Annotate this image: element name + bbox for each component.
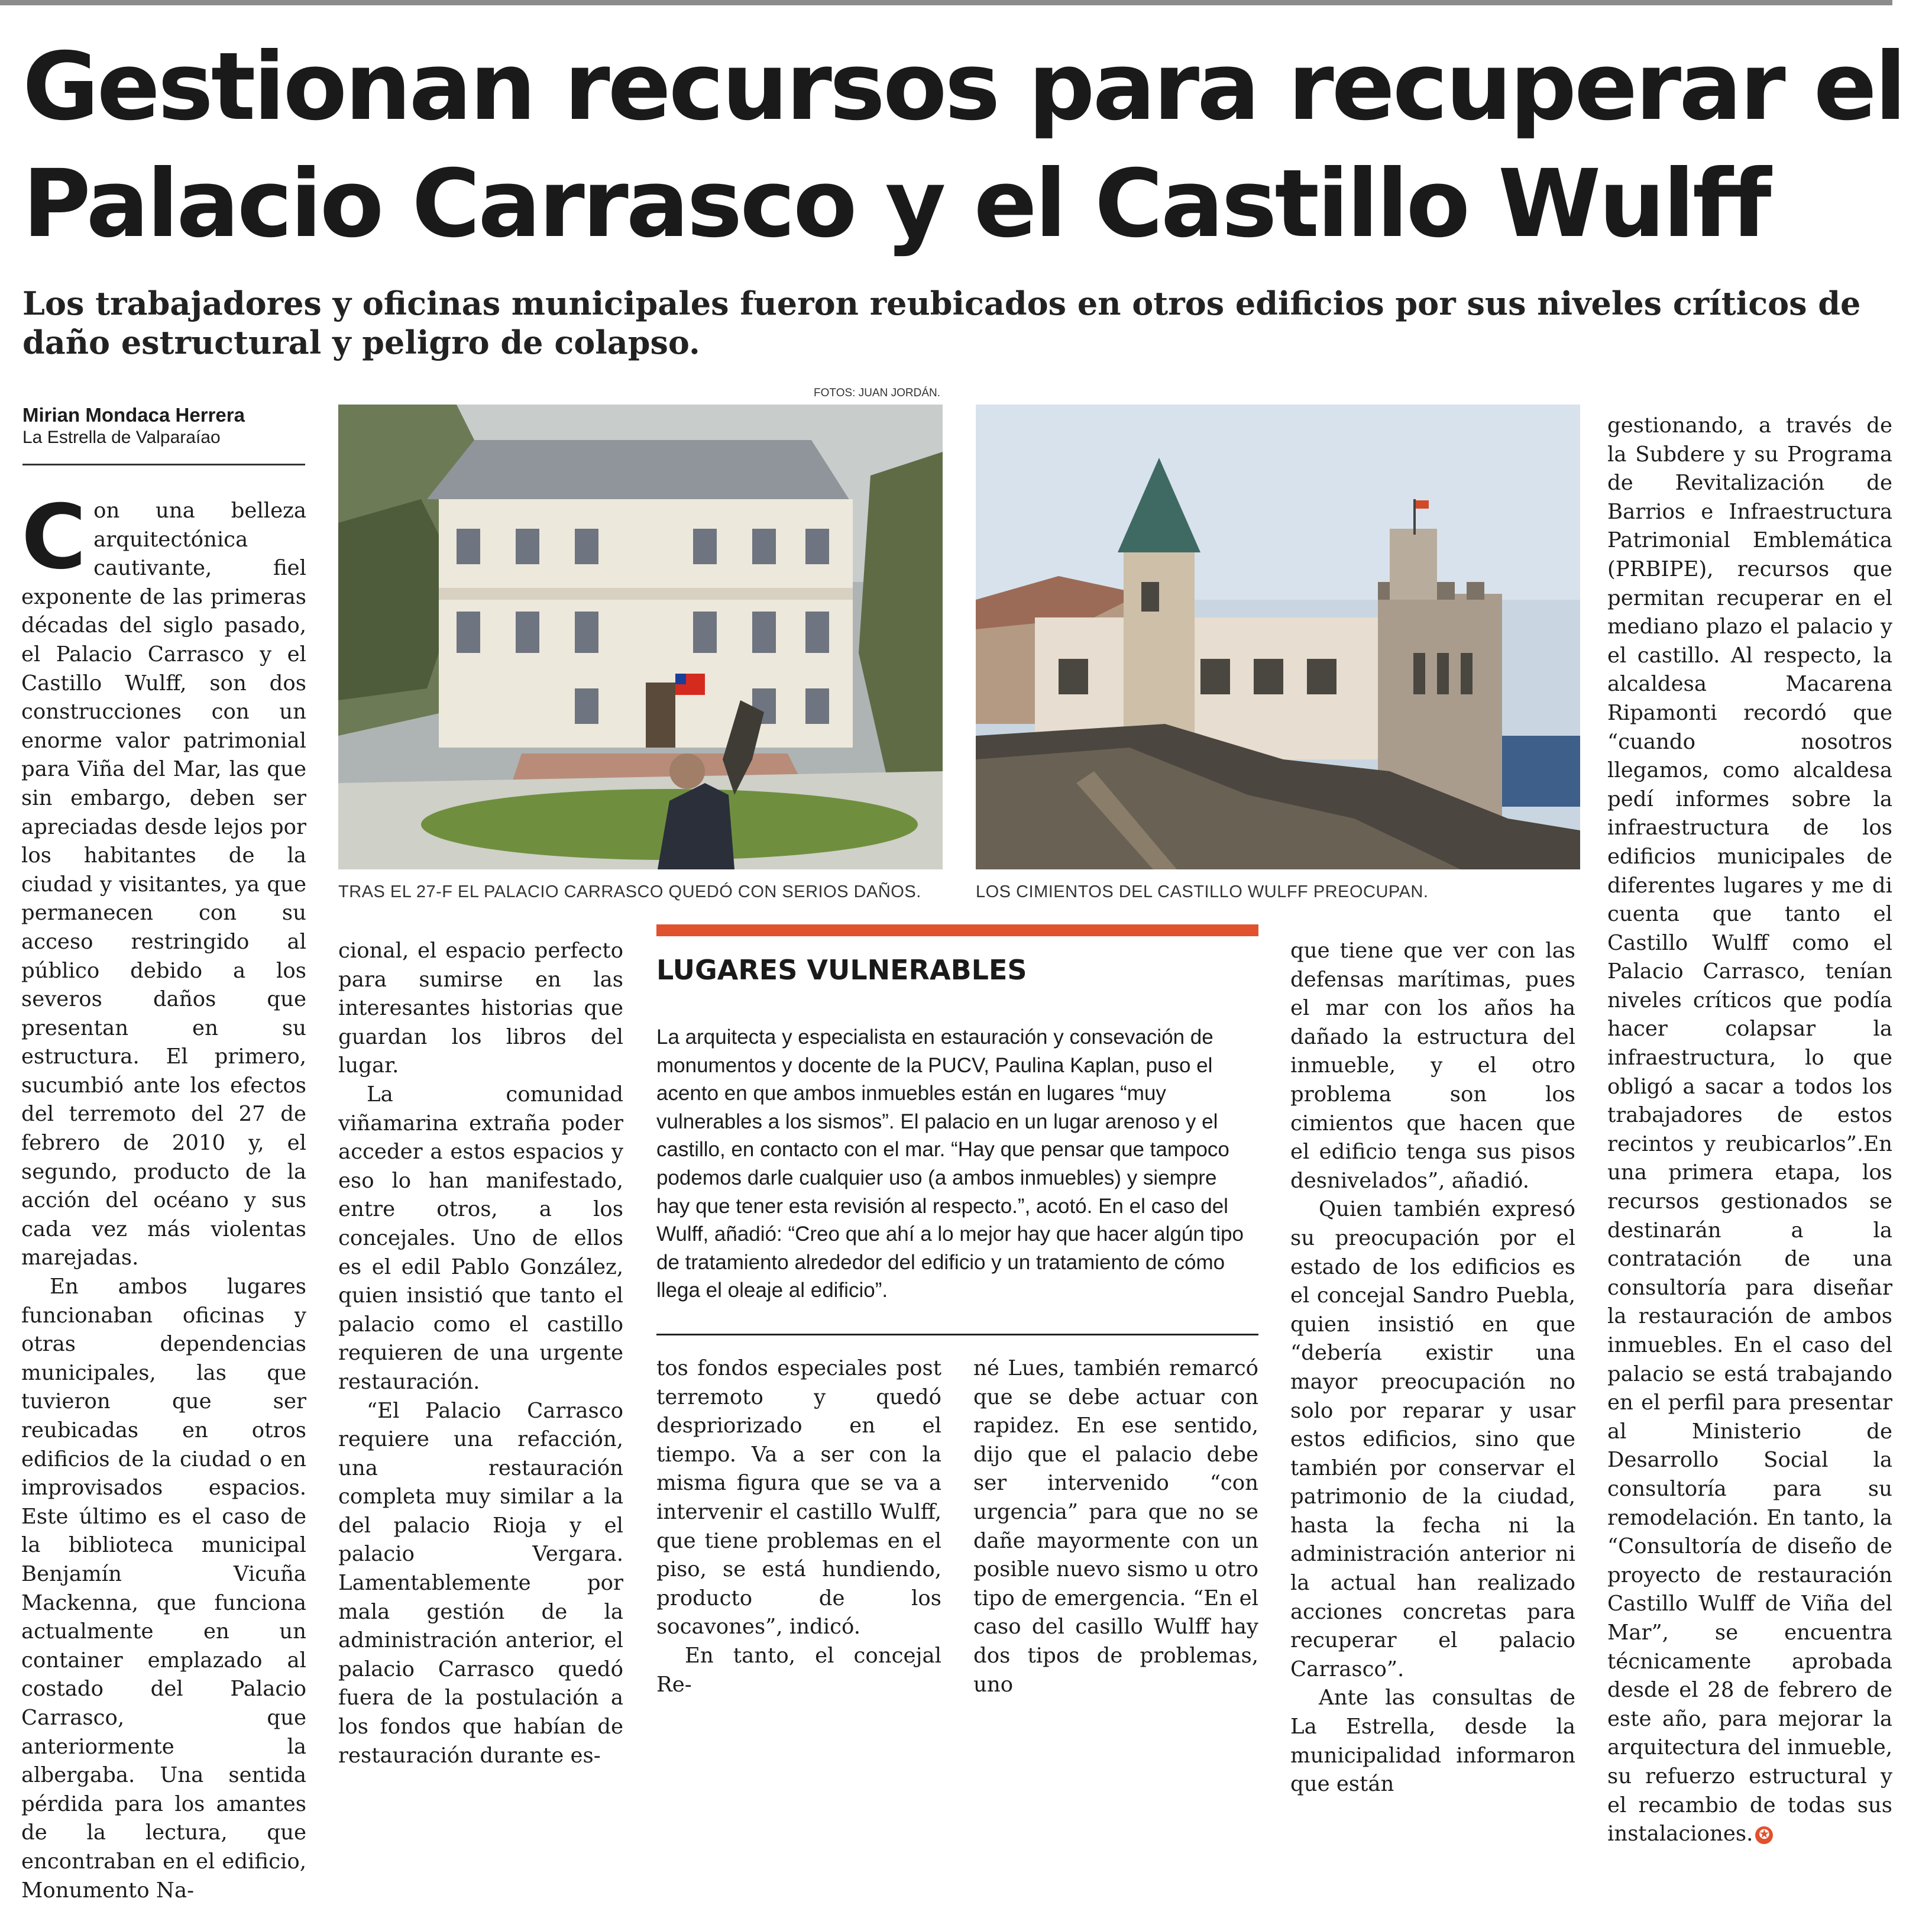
- byline: [22, 403, 306, 448]
- closing-text: gestionando, a través de la Subdere y su Programa de Revitalización de Barrios e Infraestructura Patrimonial Emblemática (PRBIPE), recursos que permitan recuperar en el mediano plazo el palacio y el castillo. Al respecto, la alcaldesa Macarena Ripamonti recordó que “cuando nosotros llegamos, como alcaldesa pedí informes sobre la infraestructura de los edificios municipales de diferentes lugares y me di cuenta que tanto el Castillo Wulff como el Palacio Carrasco, tenían niveles críticos que podía hacer colapsar la infraestructura, lo que obligó a sacar a todos los trabajadores de estos recintos y reubicarlos”.En una primera etapa, los recursos gestionados se destinarán a la contratación de una consultoría para diseñar la restauración de ambos inmuebles. En el caso del palacio se está trabajando en el perfil para presentar al Ministerio de Desarrollo Social la consultoría para su remodelación. En tanto, la “Consultoría de diseño de proyecto de restauración Castillo Wulff de Viña del Mar”, se encuentra técnicamente aprobada desde el 28 de febrero de este año, para mejorar la arquitectura del inmueble, su refuerzo estructural y el recambio de todas sus instalaciones.: [1607, 413, 1892, 1846]
- paragraph: que tiene que ver con las defensas marítimas, pues el mar con los años ha dañado la estructura del inmueble, y el otro problema son los cimientos que hacen que el edificio tenga sus pisos desnivelados”, añadió.: [1290, 939, 1575, 1193]
- photo-castillo-wulff: [976, 405, 1580, 869]
- headline-line-1: Gestionan recursos para recuperar el: [22, 33, 1905, 141]
- paragraph: Ante las consultas de La Estrella, desde la municipalidad informaron que están: [1290, 1686, 1575, 1797]
- palacio-carrasco-image: [338, 405, 943, 869]
- column-3: [656, 1354, 941, 1697]
- column-4-top: [1290, 937, 1575, 1797]
- box-bottom-rule: [656, 1334, 1258, 1335]
- column-1: [21, 486, 306, 1903]
- column-2: [338, 937, 623, 1768]
- box-text: La arquitecta y especialista en estauración y consevación de monumentos y docente de la PUCV, Paulina Kaplan, puso el acento en que ambos inmuebles están en lugares “muy vulnerables a los sismos”. El palacio en un lugar arenoso y el castillo, en contacto con el mar. “Hay que pensar que tampoco podemos darle cualquier uso (a ambos inmuebles) y siempre hay que tener esta revisión al respecto.”, acotó. En el caso del Wulff, añadió: “Creo que ahí a lo mejor hay que hacer algún tipo de tratamiento alrededor del edificio y un tratamiento de cómo llega el oleaje al edificio”.: [656, 1026, 1244, 1302]
- paragraph: En ambos lugares funcionaban oficinas y otras dependencias municipales, las que tuvieron que ser reubicadas en otros edificios de la ciudad o en improvisados espacios. Este último es el caso de la biblioteca municipal Benjamín Vicuña Mackenna, que funciona actualmente en un container emplazado al costado del Palacio Carrasco, que anteriormente la albergaba. Una sentida pérdida para los amantes de la lectura, que encontraban en el edificio, Monumento Na-: [21, 1275, 306, 1903]
- box-accent-bar: [656, 924, 1258, 936]
- photo-credit: FOTOS: JUAN JORDÁN.: [814, 387, 940, 399]
- box-title: LUGARES VULNERABLES: [656, 954, 1027, 986]
- end-mark-icon: ✪: [1755, 1826, 1773, 1844]
- castillo-wulff-image: [976, 405, 1580, 869]
- top-rule: [0, 0, 1892, 5]
- lead-paragraph: [21, 486, 306, 1273]
- paragraph: [1607, 412, 1892, 1849]
- column-5: [1607, 412, 1892, 1846]
- drop-cap: C: [21, 486, 87, 589]
- column-4-bottom: [973, 1354, 1258, 1697]
- byline-divider: [22, 464, 305, 465]
- paragraph: “El Palacio Carrasco requiere una refacción, una restauración completa muy similar a la del palacio Rioja y el palacio Vergara. Lamentablemente por mala gestión de la administración anterior, el palacio Carrasco quedó fuera de la postulación a los fondos que habían de restauración durante es-: [338, 1398, 623, 1768]
- headline-line-2: Palacio Carrasco y el Castillo Wulff: [22, 150, 1769, 258]
- byline-publication: La Estrella de Valparaíao: [22, 428, 221, 447]
- lead-text: on una belleza arquitectónica cautivante, fiel exponente de las primeras décadas del siglo pasado, el Palacio Carrasco y el Castillo Wulff, son dos construcciones con un enorme valor patrimonial para Viña del Mar, las que sin embargo, deben ser apreciadas desde lejos por los habitantes de la ciudad y visitantes, ya que permanecen con su acceso restringido al público debido a los severos daños que presentan en su estructura. El primero, sucumbió ante los efectos del terremoto del 27 de febrero de 2010 y, el segundo, producto de la acción del océano y sus cada vez más violentas marejadas.: [21, 499, 306, 1270]
- paragraph: cional, el espacio perfecto para sumirse en las interesantes historias que guardan los libros del lugar.: [338, 939, 623, 1078]
- headline: [22, 28, 1903, 263]
- paragraph: tos fondos especiales post terremoto y quedó despriorizado en el tiempo. Va a ser con la misma figura que se va a intervenir el castillo Wulff, que tiene problemas en el piso, se está hundiendo, producto de los socavones”, indicó.: [656, 1356, 941, 1639]
- paragraph: Quien también expresó su preocupación por el estado de los edificios es el concejal Sandro Puebla, quien insistió en que “debería existir una mayor preocupación no solo por reparar y usar estos edificios, sino que también por conservar el patrimonio de la ciudad, hasta la fecha ni la administración anterior ni la actual han realizado acciones concretas para recuperar el palacio Carrasco”.: [1290, 1197, 1575, 1681]
- caption-palacio: TRAS EL 27-F EL PALACIO CARRASCO QUEDÓ CON SERIOS DAÑOS.: [338, 882, 921, 901]
- photo-palacio-carrasco: [338, 405, 943, 869]
- caption-castillo: LOS CIMIENTOS DEL CASTILLO WULFF PREOCUPAN.: [976, 882, 1429, 901]
- paragraph: La comunidad viñamarina extraña poder acceder a estos espacios y eso lo han manifestado, entre otros, a los concejales. Uno de ellos es el edil Pablo González, quien insistió que tanto el palacio como el castillo requieren de una urgente restauración.: [338, 1082, 623, 1394]
- paragraph: né Lues, también remarcó que se debe actuar con rapidez. En ese sentido, dijo que el palacio debe ser intervenido “con urgencia” para que no se dañe mayormente con un posible nuevo sismo u otro tipo de emergencia. “En el caso del casillo Wulff hay dos tipos de problemas, uno: [973, 1356, 1258, 1697]
- deck: Los trabajadores y oficinas municipales fueron reubicados en otros edificios por sus niveles críticos de daño estructural y peligro de colapso.: [22, 284, 1861, 361]
- paragraph: En tanto, el concejal Re-: [656, 1643, 941, 1697]
- byline-author: Mirian Mondaca Herrera: [22, 404, 245, 426]
